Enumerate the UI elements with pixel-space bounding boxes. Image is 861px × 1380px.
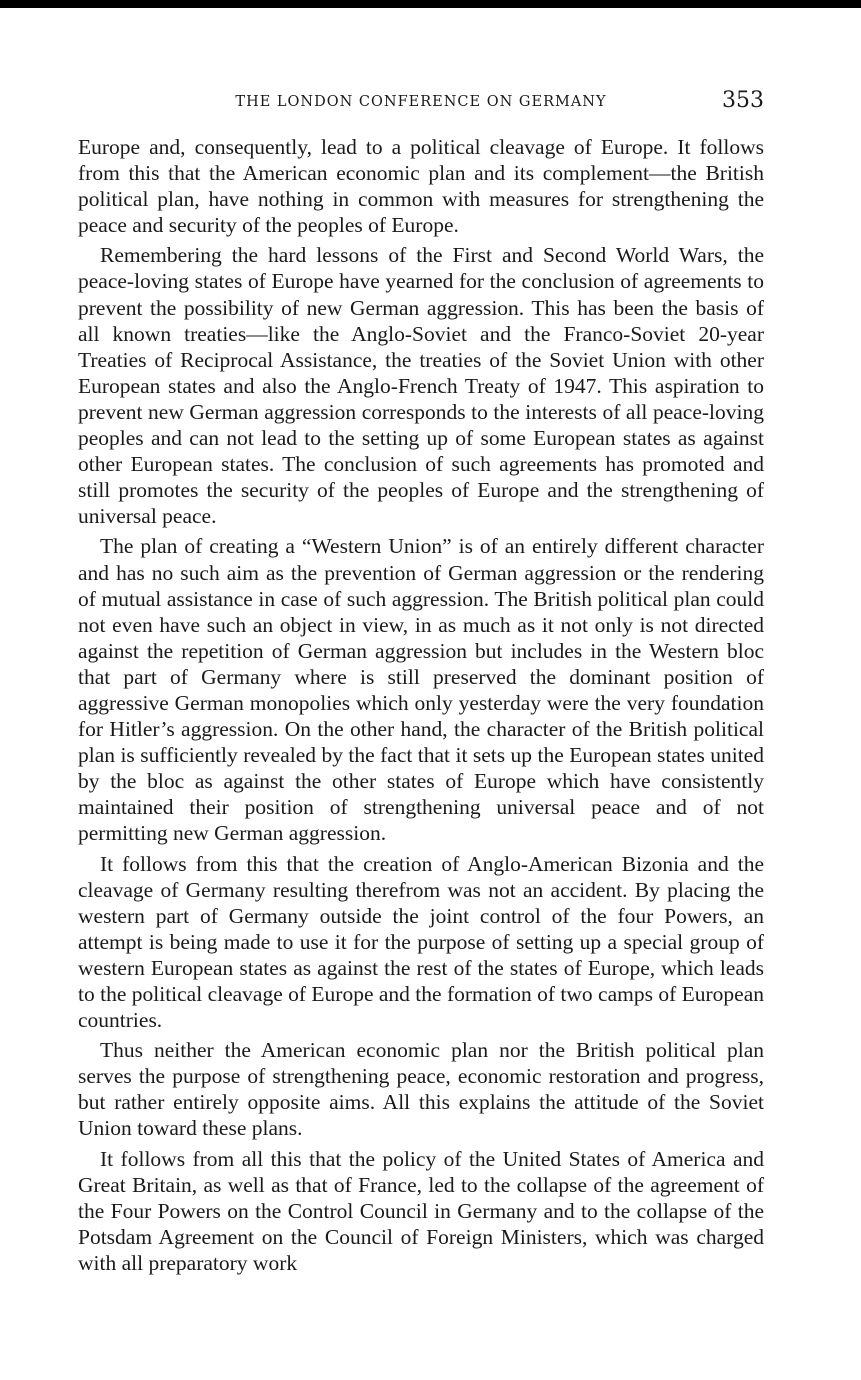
paragraph-1: Europe and, consequently, lead to a political cleavage of Europe. It follows from this that the American economic plan and its complement—the British political plan, have nothing in common with measures for strengthening the peace and security of the peoples of Europe. [78,135,764,238]
page-number: 353 [722,88,764,113]
paragraph-6: It follows from all this that the policy of the United States of America and Great Britain, as well as that of France, led to the collapse of the agreement of the Four Powers on the Control Council in Germany and to the collapse of the Potsdam Agreement on the Council of Foreign Ministers, which was charged with all preparatory work [78,1146,764,1275]
running-head [78,88,764,118]
paragraph-5: Thus neither the American economic plan nor the British political plan serves the purpose of strengthening peace, economic restoration and progress, but rather entirely opposite aims. All this explains the attitude of the Soviet Union toward these plans. [78,1038,764,1141]
paragraph-3: The plan of creating a “Western Union” is of an entirely different character and has no such aim as the prevention of German aggression or the rendering of mutual assistance in case of such aggression. The British political plan could not even have such an object in view, in as much as it not only is not directed against the repetition of German aggression but includes in the Western bloc that part of Germany where is still preserved the dominant position of aggressive German monopolies which only yesterday were the very foundation for Hitler’s aggression. On the other hand, the character of the British political plan is sufficiently revealed by the fact that it sets up the European states united by the bloc as against the other states of Europe which have consistently maintained their position of strengthening universal peace and of not permitting new German aggression. [78,534,764,846]
top-border-rule [0,0,861,8]
body-text [78,134,764,1276]
paragraph-2: Remembering the hard lessons of the First and Second World Wars, the peace-loving states of Europe have yearned for the conclusion of agreements to prevent the possibility of new German aggression. This has been the basis of all known treaties—like the Anglo-Soviet and the Franco-Soviet 20-year Treaties of Reciprocal Assistance, the treaties of the Soviet Union with other European states and also the Anglo-French Treaty of 1947. This aspiration to prevent new German aggression corresponds to the interests of all peace-loving peoples and can not lead to the setting up of some European states as against other European states. The conclusion of such agreements has promoted and still promotes the security of the peoples of Europe and the strengthening of universal peace. [78,243,764,529]
paragraph-4: It follows from this that the creation of Anglo-American Bizonia and the cleavage of Germany resulting therefrom was not an accident. By placing the western part of Germany outside the joint control of the four Powers, an attempt is being made to use it for the purpose of setting up a special group of western European states as against the rest of the states of Europe, which leads to the political cleavage of Europe and the formation of two camps of European countries. [78,851,764,1033]
running-title: THE LONDON CONFERENCE ON GERMANY [235,94,607,110]
